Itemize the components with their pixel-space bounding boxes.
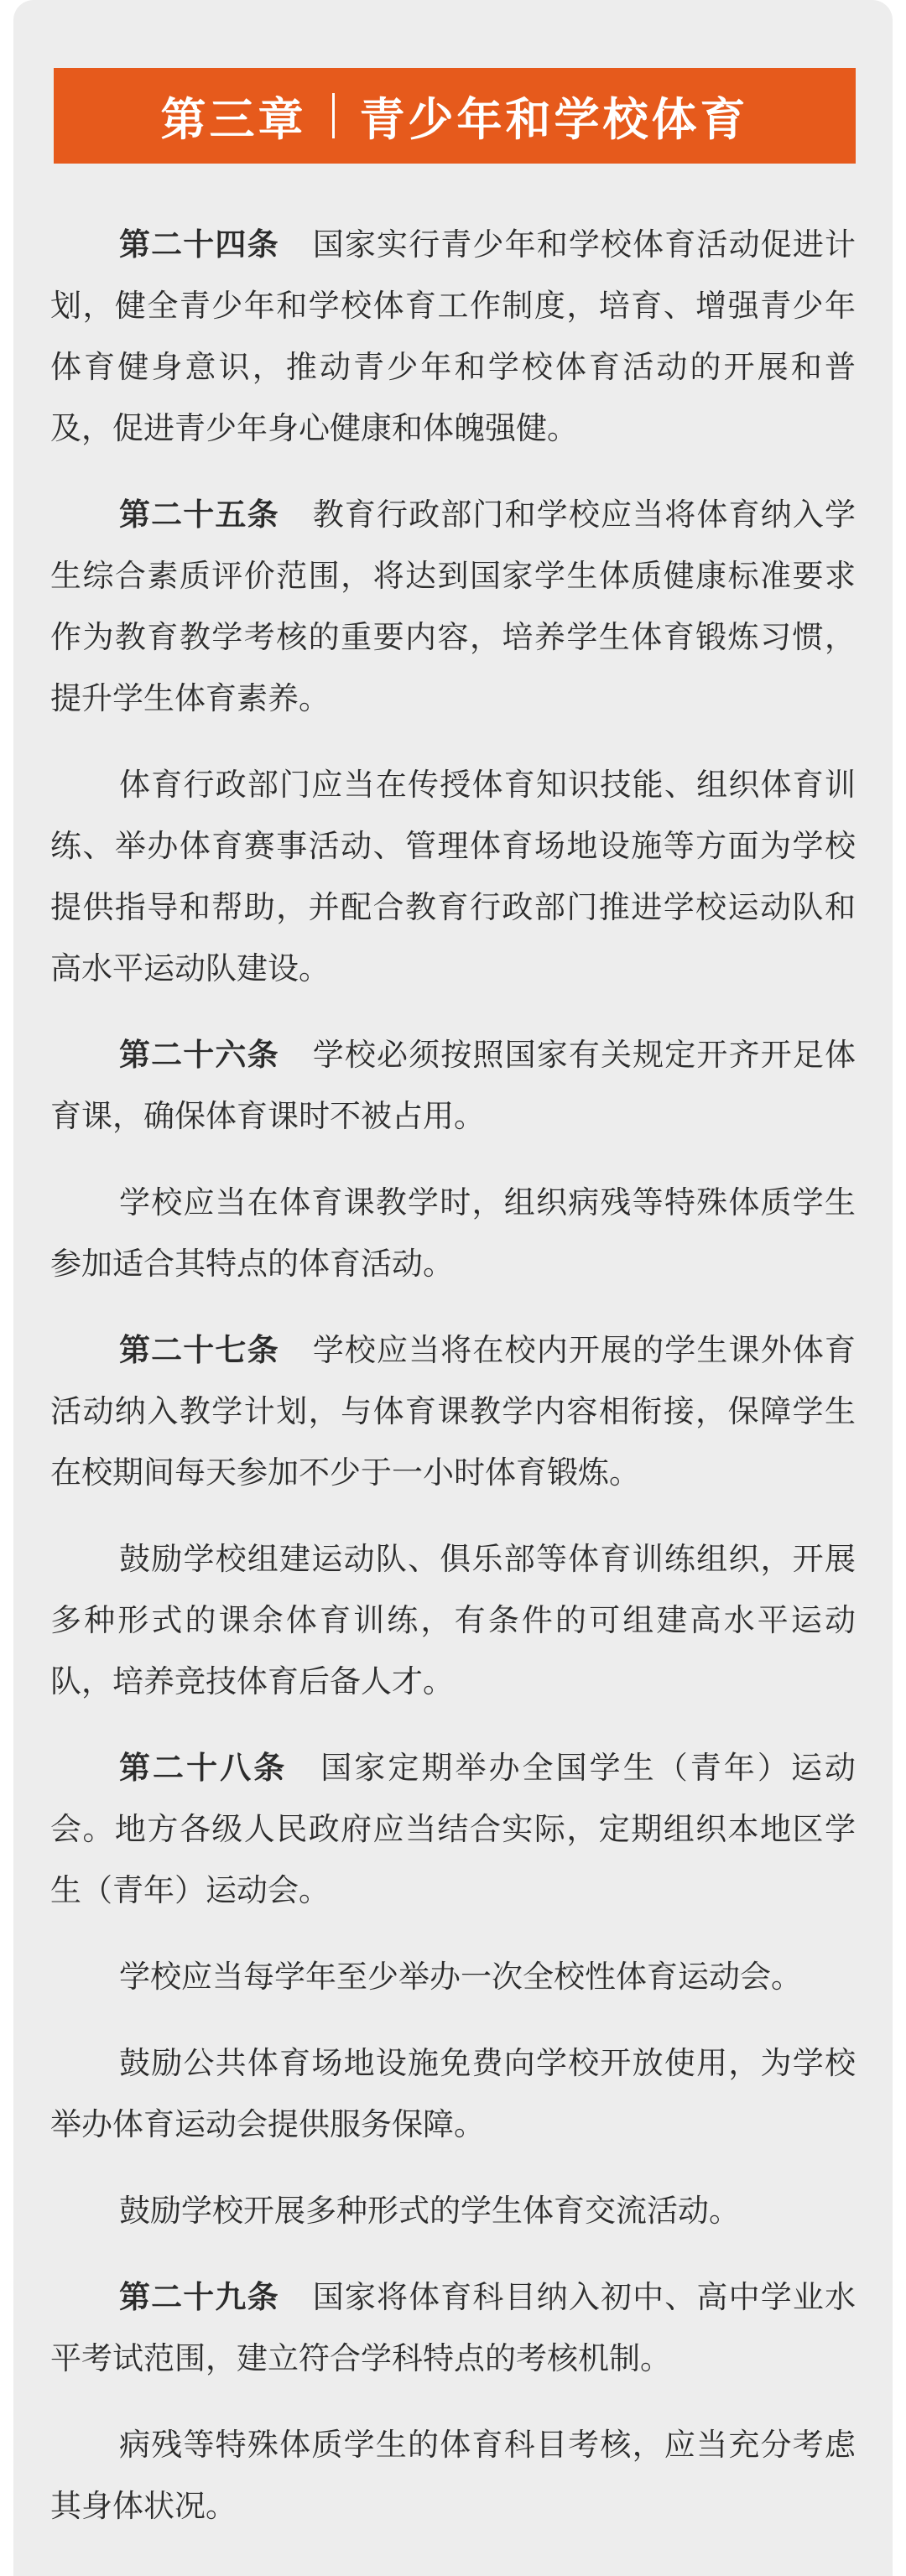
article-number: 第二十六条 [119,1037,279,1073]
paragraph [50,1319,856,1503]
article-number: 第二十七条 [119,1332,279,1368]
paragraph [50,2180,856,2241]
paragraph-text: 病残等特殊体质学生的体育科目考核，应当充分考虑其身体状况。 [50,2427,856,2524]
paragraph-text: 鼓励学校开展多种形式的学生体育交流活动。 [119,2193,740,2229]
article-number: 第二十四条 [119,226,279,263]
paragraph [50,754,856,999]
paragraph-text: 国家将体育科目纳入初中、高中学业水平考试范围，建立符合学科特点的考核机制。 [50,2279,857,2376]
paragraph [50,1024,856,1147]
paragraph-text: 学校应当将在校内开展的学生课外体育活动纳入教学计划，与体育课教学内容相衔接，保障学生在校期间每天参加不少于一小时体育锻炼。 [50,1332,857,1491]
article-number: 第二十九条 [119,2279,279,2315]
paragraph-text: 学校应当在体育课教学时，组织病残等特殊体质学生参加适合其特点的体育活动。 [50,1184,856,1282]
chapter-title: 青少年和学校体育 [359,92,749,146]
paragraph [50,1172,856,1294]
paragraph-text: 体育行政部门应当在传授体育知识技能、组织体育训练、举办体育赛事活动、管理体育场地设施等方面为学校提供指导和帮助，并配合教育行政部门推进学校运动队和高水平运动队建设。 [50,767,856,986]
paragraph [50,214,856,459]
paragraph [50,2414,856,2537]
paragraph-text: 学校必须按照国家有关规定开齐开足体育课，确保体育课时不被占用。 [50,1037,857,1134]
article-number: 第二十五条 [119,497,279,533]
chapter-header [54,68,856,164]
paragraph [50,484,856,729]
article-number: 第二十八条 [119,1750,288,1786]
paragraph [50,1946,856,2007]
paragraph-text: 学校应当每学年至少举办一次全校性体育运动会。 [119,1959,802,1995]
article-body [50,214,856,2562]
paragraph-text: 教育行政部门和学校应当将体育纳入学生综合素质评价范围，将达到国家学生体质健康标准要求作为教育教学考核的重要内容，培养学生体育锻炼习惯，提升学生体育素养。 [50,497,857,716]
paragraph [50,2032,856,2155]
paragraph [50,1528,856,1712]
paragraph-text: 国家定期举办全国学生（青年）运动会。地方各级人民政府应当结合实际，定期组织本地区学生（青年）运动会。 [50,1750,856,1908]
paragraph [50,1737,856,1921]
paragraph-text: 鼓励公共体育场地设施免费向学校开放使用，为学校举办体育运动会提供服务保障。 [50,2045,856,2142]
paragraph-text: 鼓励学校组建运动队、俱乐部等体育训练组织，开展多种形式的课余体育训练，有条件的可组建高水平运动队，培养竞技体育后备人才。 [50,1541,856,1699]
chapter-number: 第三章 [160,92,307,146]
paragraph [50,2266,856,2389]
header-divider [332,93,335,138]
paragraph-text: 国家实行青少年和学校体育活动促进计划，健全青少年和学校体育工作制度，培育、增强青少年体育健身意识，推动青少年和学校体育活动的开展和普及，促进青少年身心健康和体魄强健。 [50,226,857,446]
